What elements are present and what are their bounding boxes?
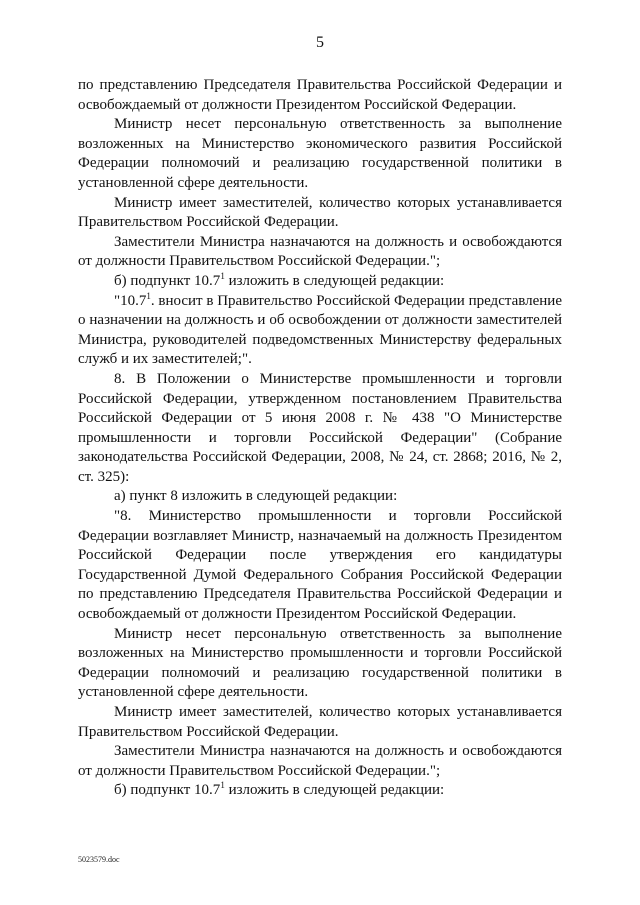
paragraph-text: б) подпункт 10.7 <box>114 272 221 289</box>
superscript: 1 <box>220 780 225 791</box>
paragraph: Министр имеет заместителей, количество которых устанавливается Правительством Российской Федерации. <box>78 704 562 740</box>
paragraph-quoted: "8. Министерство промышленности и торговли Российской Федерации возглавляет Министр, назначаемый на должность Президентом Российской Федерации после утверждения его кандидатуры Государственной Думой Федерального Собрания Российской Федерации по представлению Председателя Правительства Российской Федерации и освобождаемый от должности Президентом Российской Федерации. <box>78 508 562 623</box>
paragraph-text: "10.7 <box>114 292 147 309</box>
paragraph-text: . вносит в Правительство Российской Федерации представление о назначении на должность и об освобождении от должности заместителей Министра, руководителей подведомственных Министерству федеральных служб и их заместителей;". <box>78 292 562 368</box>
paragraph: Министр несет персональную ответственность за выполнение возложенных на Министерство экономического развития Российской Федерации полномочий и реализацию государственной политики в установленной сфере деятельности. <box>78 116 562 191</box>
file-name-footer: 5023579.doc <box>78 855 120 864</box>
paragraph-subpoint: а) пункт 8 изложить в следующей редакции: <box>114 488 398 505</box>
paragraph: Заместители Министра назначаются на должность и освобождаются от должности Правительством Российской Федерации."; <box>78 233 562 270</box>
paragraph-item-8: 8. В Положении о Министерстве промышленности и торговли Российской Федерации, утвержденном постановлением Правительства Российской Федерации от 5 июня 2008 г. № 438 "О Министерстве промышленности и торговли Российской Федерации" (Собрание законодательства Российской Федерации, 2008, № 24, ст. 2868; 2016, № 2, ст. 325): <box>78 370 562 485</box>
paragraph-text: б) подпункт 10.7 <box>114 782 221 799</box>
paragraph-subpoint <box>78 272 562 292</box>
paragraph-text: изложить в следующей редакции: <box>224 272 445 289</box>
superscript: 1 <box>146 290 151 301</box>
paragraph-subpoint <box>78 781 562 801</box>
paragraph: Министр имеет заместителей, количество которых устанавливается Правительством Российской Федерации. <box>78 194 562 231</box>
paragraph: Заместители Министра назначаются на должность и освобождаются от должности Правительством Российской Федерации."; <box>78 743 562 779</box>
paragraph-continuation: по представлению Председателя Правительства Российской Федерации и освобождаемый от должности Президентом Российской Федерации. <box>78 77 562 113</box>
paragraph-quoted <box>78 292 562 370</box>
page-number: 5 <box>316 34 324 51</box>
document-body <box>78 76 562 801</box>
paragraph-text: изложить в следующей редакции: <box>224 782 445 799</box>
paragraph: Министр несет персональную ответственность за выполнение возложенных на Министерство промышленности и торговли Российской Федерации полномочий и реализацию государственной политики в установленной сфере деятельности. <box>78 625 562 701</box>
superscript: 1 <box>220 270 225 281</box>
